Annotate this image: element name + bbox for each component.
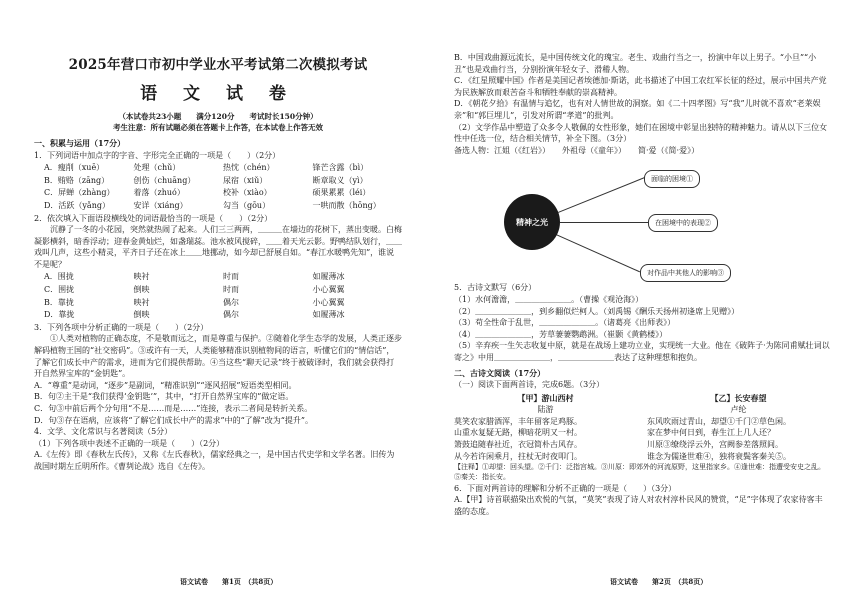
section-2-heading: 二、古诗文阅读（17分） xyxy=(454,367,546,378)
exam-subtitle: 语 文 试 卷 xyxy=(140,83,296,104)
q1-b-2: 创伤（chuāng） xyxy=(133,175,196,185)
sub-section-1: （一）阅读下面两首诗，完成6题。（3分） xyxy=(454,380,605,390)
q2-b-1: B．靠拢 xyxy=(44,297,74,307)
poem-b-line-4: 谁念为儒逢世难④，独将衰鬓客秦关⑤。 xyxy=(647,451,791,461)
q1-a-3: 热忱（chén） xyxy=(223,163,275,173)
q4-2-choices: 备选人物：江姐（《红岩》） 外祖母（《童年》） 简·爱（《简·爱》） xyxy=(454,145,700,155)
question-4: 4．文学、文化常识与名著阅读（5分） xyxy=(34,427,173,437)
q1-d-4: 一哄而散（hōng） xyxy=(312,200,381,210)
q6-option-a: A.【甲】诗首联描染出欢悦的气氛，“莫笑”表现了诗人对农村淳朴民风的赞赏，“足”字体现了农家待客丰盛的态度。 xyxy=(454,495,823,516)
diagram-connector-1 xyxy=(558,176,647,213)
diagram-bubble-3: 对作品中其他人的影响③ xyxy=(640,264,731,282)
question-5: 5．古诗文默写（6分） xyxy=(454,283,537,293)
question-6: 6．下面对两首诗的理解和分析不正确的一项是（ ）（3分） xyxy=(454,483,677,493)
q2-a-1: A．围拢 xyxy=(44,272,74,282)
q1-option-d xyxy=(44,200,402,212)
q1-b-3: 尿宿（xiǔ） xyxy=(223,175,268,185)
question-2: 2．依次填入下面语段横线处的词语最恰当的一项是（ ）（2分） xyxy=(34,213,273,223)
poem-a-title: 【甲】游山西村 xyxy=(517,392,574,403)
question-4-2: （2）文学作品中塑造了众多令人敬佩的女性形象，她们在困境中彰显出独特的精神魅力。请从以下三位女性中任选一位，结合相关情节，补全下图。（3分） xyxy=(454,122,828,144)
q3-option-d: D．句③存在语病，应该将“了解它们成长中产的需求”中的“了解”改为“提升”。 xyxy=(34,415,313,425)
exam-meta: （本试卷共23小题 满分120分 考试时长150分钟） xyxy=(118,112,318,122)
q2-option-d xyxy=(44,309,402,321)
poem-b-author: 卢纶 xyxy=(730,405,747,415)
question-1: 1．下列词语中加点字的字音、字形完全正确的一项是（ ）（2分） xyxy=(34,150,281,160)
q2-option-b xyxy=(44,297,402,309)
poem-a-author: 陆游 xyxy=(537,405,554,415)
q1-d-2: 安详（xiáng） xyxy=(133,200,188,210)
q4-1-option-c: C．《红星照耀中国》作者是美国记者埃德加·斯诺，此书描述了中国工农红军长征的经过，展示中国共产党为民族解放而艰苦奋斗和牺牲奉献的崇高精神。 xyxy=(454,76,827,97)
poem-b-line-2: 家在梦中何日到，春生江上几人还？ xyxy=(647,428,775,438)
diagram-bubble-2: 在困境中的表现② xyxy=(648,214,718,232)
question-4-1: （1）下列各项中表述不正确的一项是（ ）（2分） xyxy=(34,438,225,448)
poem-a-line-3: 箫鼓追随春社近，衣冠简朴古风存。 xyxy=(454,440,582,450)
q1-c-3: 校补（xiào） xyxy=(223,188,272,198)
poem-a-line-1: 莫笑农家腊酒浑，丰年留客足鸡豚。 xyxy=(454,416,582,426)
diagram-bubble-1: 面临的困境① xyxy=(644,170,700,188)
q2-b-2: 映衬 xyxy=(133,297,150,307)
q1-c-4: 硕果累累（léi） xyxy=(312,188,371,198)
q1-c-2: 着落（zhuó） xyxy=(133,188,185,198)
q2-option-a xyxy=(44,271,402,283)
right-page xyxy=(430,0,860,609)
q2-c-1: C．围拢 xyxy=(44,285,75,295)
q1-d-3: 勾当（gōu） xyxy=(223,200,271,210)
q2-c-3: 时而 xyxy=(223,285,239,295)
poem-b-title: 【乙】长安春望 xyxy=(710,392,767,403)
q1-option-a xyxy=(44,162,402,174)
question-3: 3．下列各项中分析正确的一项是（ ）（2分） xyxy=(34,322,209,332)
poem-a-line-4: 从今若许闲乘月，拄杖无时夜叩门。 xyxy=(454,451,582,461)
q1-d-1: D．活跃（yǎng） xyxy=(44,200,110,210)
q3-option-b: B．句②主干是“我们获得‘金钥匙’”，其中，“打开自然界宝库的”做定语。 xyxy=(34,392,294,402)
diagram-connector-2 xyxy=(560,222,648,223)
poem-a-line-2: 山重水复疑无路，柳暗花明又一村。 xyxy=(454,428,582,438)
q2-d-3: 偶尔 xyxy=(223,310,239,320)
q1-a-2: 处理（chǔ） xyxy=(133,163,181,173)
q5-item-5: （5）辛弃疾一生矢志收复中原，就是在战场上建功立业，实现统一大业。他在《破阵子·为陈同甫赋壮词以寄之》中用＿＿＿＿＿＿＿，＿＿＿＿＿＿＿表达了这种理想和抱负。 xyxy=(454,341,830,362)
q5-item-3: （3）苟全性命于乱世，＿＿＿＿＿＿＿。（诸葛亮《出师表》） xyxy=(454,318,676,328)
q5-item-1: （1）水何澹澹，＿＿＿＿＿＿＿。（曹操《观沧海》） xyxy=(454,294,644,304)
exam-title: 2025年营口市初中学业水平考试第二次模拟考试 xyxy=(68,57,368,73)
q2-c-4: 小心翼翼 xyxy=(312,285,345,295)
poem-b-line-3: 川原③缭绕浮云外，宫阙参差落照间。 xyxy=(647,440,783,450)
q2-d-1: D．靠拢 xyxy=(44,310,75,320)
q5-item-4: （4）＿＿＿＿＿＿＿，芳草萋萋鹦鹉洲。（崔颢《黄鹤楼》） xyxy=(454,329,668,339)
q2-a-4: 如履薄冰 xyxy=(312,272,345,282)
q2-b-4: 小心翼翼 xyxy=(312,297,345,307)
q1-c-1: C．屏蝉（zhàng） xyxy=(44,188,115,198)
q1-b-1: B．贿赂（zāng） xyxy=(44,175,110,185)
exam-notice: 考生注意：所有试题必须在答题卡上作答，在本试卷上作答无效 xyxy=(113,123,323,133)
q1-option-c xyxy=(44,187,402,199)
section-1-heading: 一、积累与运用（17分） xyxy=(34,137,126,148)
poem-a xyxy=(454,393,637,463)
q2-passage: 沉静了一冬的小花园，突然就热闹了起来。人们三三两两，＿＿＿在墙边的花树下，蒸出变暖。白梅凝影横斜，暗香浮动；迎春金黄灿烂，如盏瑞蕊。池水被风搅碎，＿＿着天光云影。野鸭结队划行，＿＿戏叫几声，这些小精灵，平齐日子还在冰上＿＿地挪动，如今却已舒展自如。“春江水暖鸭先知”，谁说不是呢？ xyxy=(34,225,402,269)
q1-b-4: 断章取义（yì） xyxy=(312,175,368,185)
q3-passage: ①人类对植物的正确态度，不是敬而远之，而是尊重与保护。②随着化学生态学的发展，人类正逐步解码植物王国的“社交密码”。③或许有一天，人类能够精准识别植物间的语言，听懂它们的“情信话”，了解它们成长中产的需求，进而为它们提供帮助。④当这些“聊天记录”终于被破译时，我们就会获得打开自然界宝库的“金钥匙”。 xyxy=(34,334,402,379)
q1-options xyxy=(34,162,402,211)
q1-a-1: A．瘦削（xuē） xyxy=(44,163,105,173)
poem-b-line-1: 东风吹雨过青山，却望①千门②草色闲。 xyxy=(647,416,791,426)
diagram-connector-3 xyxy=(556,234,640,272)
q4-1-option-b: B．中国戏曲源远流长，是中国传统文化的瑰宝。老生、戏曲行当之一，扮演中年以上男子。“小旦”“小丑”也是戏曲行当，分别扮演年轻女子、滑稽人物。 xyxy=(454,53,817,74)
diagram-hub: 精神之光 xyxy=(504,194,560,250)
q4-1-option-d: D．《朝花夕拾》有温情与追忆，也有对人情世故的洞察。如《二十四孝图》写“我”儿时就不喜欢“老莱娱亲”和“郭巨埋儿”，引发对所谓“孝道”的批判。 xyxy=(454,99,821,120)
q3-option-a: A．“尊重”是动词，“逐步”是副词，“精准识别”“逐风招展”短语类型相同。 xyxy=(34,380,297,390)
q2-a-3: 时而 xyxy=(223,272,239,282)
q2-b-3: 偶尔 xyxy=(223,297,239,307)
poem-notes: 【注释】①却望：回头望。②千门：泛指宫城。③川原：即郊外的河流原野，这里指家乡。④逢世难：指遭受安史之乱。⑤秦关：指长安。 xyxy=(454,463,825,482)
q2-a-2: 映衬 xyxy=(133,272,150,282)
poem-b xyxy=(647,393,830,463)
q2-option-c xyxy=(44,284,402,296)
right-page-footer: 语文试卷 第2页 （共8页） xyxy=(610,576,708,586)
q5-item-2: （2）＿＿＿＿＿＿＿，到乡翻似烂柯人。（刘禹锡《酬乐天扬州初逢席上见赠》） xyxy=(454,306,740,316)
spirit-diagram xyxy=(454,160,830,280)
q2-d-4: 如履薄冰 xyxy=(312,310,345,320)
q2-c-2: 倒映 xyxy=(133,285,150,295)
left-page-footer: 语文试卷 第1页 （共8页） xyxy=(180,576,278,586)
poems xyxy=(454,393,830,463)
q4-1-option-a: A.《左传》即《春秋左氏传》，又称《左氏春秋》，儒家经典之一，是中国古代史学和文学名著。旧传为战国时期左丘明所作。《曹刿论战》选自《左传》。 xyxy=(34,450,395,471)
q2-d-2: 倒映 xyxy=(133,310,150,320)
q3-option-c: C．句③中前后两个分句用“不是……而是……”连接，表示二者间是转折关系。 xyxy=(34,404,313,414)
q1-option-b xyxy=(44,175,402,187)
q1-a-4: 锋芒含露（bì） xyxy=(312,163,369,173)
